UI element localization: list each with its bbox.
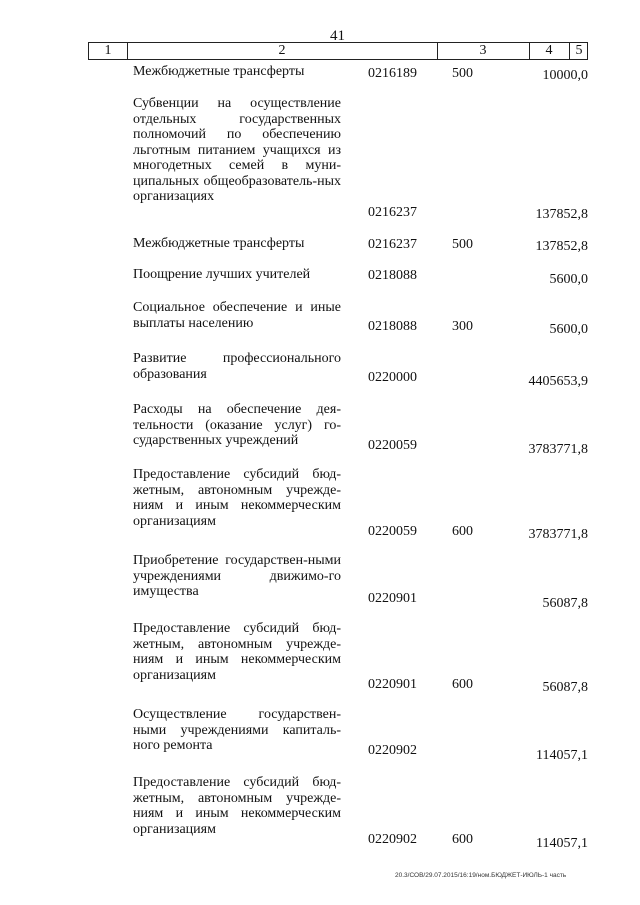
row-amount: 10000,0 (542, 68, 588, 83)
row-description: Межбюджетные трансферты (133, 236, 305, 251)
row-code: 0220000 (368, 370, 417, 385)
header-col-2: 2 (127, 43, 438, 59)
row-description: Поощрение лучших учителей (133, 267, 311, 282)
header-col-1: 1 (89, 43, 128, 59)
row-description: Предоставление субсидий бюд-жетным, автономным учрежде-ниям и иным некоммерческим организациям (133, 467, 341, 529)
row-amount: 5600,0 (549, 322, 588, 337)
row-amount: 5600,0 (549, 272, 588, 287)
row-code: 0220059 (368, 524, 417, 539)
page-number: 41 (330, 28, 345, 44)
row-amount: 56087,8 (542, 596, 588, 611)
row-description: Расходы на обеспечение дея-тельности (оказание услуг) го-сударственных учреждений (133, 402, 341, 448)
row-code: 0218088 (368, 319, 417, 334)
row-amount: 114057,1 (536, 836, 588, 851)
header-col-5: 5 (575, 43, 583, 58)
row-description: Развитие профессионального образования (133, 351, 341, 382)
row-code: 0220902 (368, 832, 417, 847)
row-amount: 137852,8 (535, 207, 588, 222)
row-expense-type: 600 (452, 677, 473, 692)
row-amount: 137852,8 (535, 239, 588, 254)
row-code: 0216237 (368, 205, 417, 220)
row-code: 0216237 (368, 237, 417, 252)
row-code: 0220902 (368, 743, 417, 758)
row-code: 0220901 (368, 677, 417, 692)
row-expense-type: 600 (452, 524, 473, 539)
header-col-4: 4 (529, 43, 570, 59)
row-description: Предоставление субсидий бюд-жетным, автономным учрежде-ниям и иным некоммерческим организациям (133, 621, 341, 683)
row-amount: 114057,1 (536, 748, 588, 763)
row-expense-type: 300 (452, 319, 473, 334)
row-description: Осуществление государствен-ными учреждениями капиталь-ного ремонта (133, 707, 341, 753)
row-expense-type: 600 (452, 832, 473, 847)
row-expense-type: 500 (452, 237, 473, 252)
row-amount: 3783771,8 (528, 442, 588, 457)
row-code: 0216189 (368, 66, 417, 81)
row-code: 0220059 (368, 438, 417, 453)
row-code: 0220901 (368, 591, 417, 606)
row-description: Социальное обеспечение и иные выплаты населению (133, 300, 341, 331)
row-description: Приобретение государствен-ными учреждениями движимо-го имущества (133, 553, 341, 599)
footer-file-reference: 20.3/СОВ/29.07.2015/16:19/ном.БЮДЖЕТ-ИЮЛЬ-1 часть (395, 872, 567, 879)
row-description: Межбюджетные трансферты (133, 64, 305, 79)
row-amount: 4405653,9 (528, 374, 588, 389)
row-expense-type: 500 (452, 66, 473, 81)
row-amount: 3783771,8 (528, 527, 588, 542)
row-description: Субвенции на осуществление отдельных государственных полномочий по обеспечению льготным питанием учащихся из многодетных семей в муни-ципальных общеобразователь-ных организациях (133, 96, 341, 204)
row-code: 0218088 (368, 268, 417, 283)
row-amount: 56087,8 (542, 680, 588, 695)
header-col-3: 3 (437, 43, 530, 59)
row-description: Предоставление субсидий бюд-жетным, автономным учрежде-ниям и иным некоммерческим организациям (133, 775, 341, 837)
